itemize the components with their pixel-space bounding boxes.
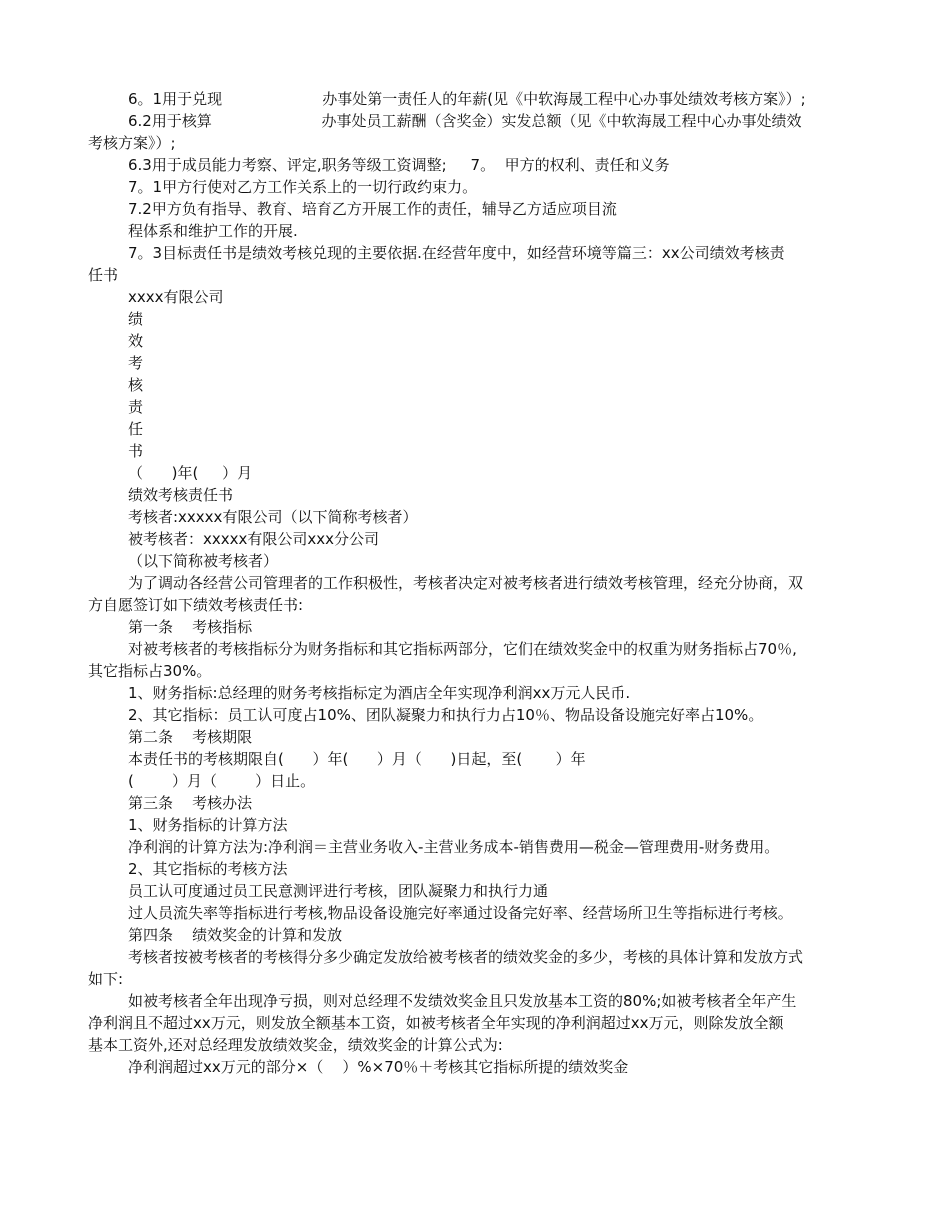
text-line: 为了调动各经营公司管理者的工作积极性，考核者决定对被考核者进行绩效考核管理，经充分协商，双: [128, 574, 804, 592]
section-heading: 第二条 考核期限: [128, 728, 253, 746]
text-line: 7.2甲方负有指导、教育、培育乙方开展工作的责任，辅导乙方适应项目流: [128, 200, 617, 218]
section-heading: 第四条 绩效奖金的计算和发放: [128, 926, 343, 944]
text-line: 6.3用于成员能力考察、评定,职务等级工资调整; 7。 甲方的权利、责任和义务: [128, 156, 670, 174]
text-line: ( ）月（ ）日止。: [128, 772, 316, 790]
text-line: 员工认可度通过员工民意测评进行考核，团队凝聚力和执行力通: [128, 882, 549, 900]
text-line: 程体系和维护工作的开展.: [128, 222, 298, 240]
title-char: 考: [128, 354, 144, 372]
text-line: 基本工资外,还对总经理发放绩效奖金，绩效奖金的计算公式为:: [88, 1036, 503, 1054]
title-char: 绩: [128, 310, 144, 328]
document-body: [88, 88, 868, 1078]
company-name: xxxx有限公司: [128, 288, 224, 306]
date-line: （ )年( ）月: [128, 464, 253, 482]
text-line: 2、其它指标的考核方法: [128, 860, 288, 878]
text-line: 7。3目标责任书是绩效考核兑现的主要依据.在经营年度中，如经营环境等篇三：xx公司绩效考核责: [128, 244, 785, 262]
text-line: （以下简称被考核者）: [128, 552, 279, 570]
text-line: 其它指标占30%。: [88, 662, 212, 680]
text-line: 考核者按被考核者的考核得分多少确定发放给被考核者的绩效奖金的多少，考核的具体计算和发放方式: [128, 948, 804, 966]
assessee-line: 被考核者：xxxxx有限公司xxx分公司: [128, 530, 380, 548]
formula-line: 净利润超过xx万元的部分×（ ）%×70％＋考核其它指标所提的绩效奖金: [128, 1058, 629, 1076]
title-char: 责: [128, 398, 144, 416]
title-char: 书: [128, 442, 144, 460]
text-line: 净利润的计算方法为:净利润＝主营业务收入-主营业务成本-销售费用—税金—管理费用-财务费用。: [128, 838, 780, 856]
text-line: 本责任书的考核期限自( ）年( ）月（ )日起，至( ）年: [128, 750, 586, 768]
title-char: 任: [128, 420, 144, 438]
doc-title: 绩效考核责任书: [128, 486, 234, 504]
assessor-line: 考核者:xxxxx有限公司（以下简称考核者）: [128, 508, 418, 526]
text-line: 如被考核者全年出现净亏损，则对总经理不发绩效奖金且只发放基本工资的80%;如被考核者全年产生: [128, 992, 797, 1010]
text-line: 净利润且不超过xx万元，则发放全额基本工资，如被考核者全年实现的净利润超过xx万元，则除发放全额: [88, 1014, 784, 1032]
text-line: 考核方案》）;: [88, 134, 176, 152]
text-line: 1、财务指标的计算方法: [128, 816, 288, 834]
text-line: 任书: [88, 266, 119, 284]
text-line: 过人员流失率等指标进行考核,物品设备设施完好率通过设备完好率、经营场所卫生等指标进行考核。: [128, 904, 793, 922]
text-line: 如下:: [88, 970, 124, 988]
section-heading: 第三条 考核办法: [128, 794, 253, 812]
text-line: 2、其它指标：员工认可度占10%、团队凝聚力和执行力占10％、物品设备设施完好率占10%。: [128, 706, 764, 724]
title-char: 核: [128, 376, 144, 394]
text-line: 7。1甲方行使对乙方工作关系上的一切行政约束力。: [128, 178, 478, 196]
section-heading: 第一条 考核指标: [128, 618, 253, 636]
text-line: 方自愿签订如下绩效考核责任书:: [88, 596, 304, 614]
title-char: 效: [128, 332, 144, 350]
text-line: 6。1用于兑现 办事处第一责任人的年薪(见《中软海晟工程中心办事处绩效考核方案》）;: [128, 90, 806, 108]
vertical-title: [88, 308, 868, 462]
text-line: 6.2用于核算 办事处员工薪酬（含奖金）实发总额（见《中软海晟工程中心办事处绩效: [128, 112, 802, 130]
text-line: 对被考核者的考核指标分为财务指标和其它指标两部分，它们在绩效奖金中的权重为财务指标占70％,: [128, 640, 797, 658]
text-line: 1、财务指标:总经理的财务考核指标定为酒店全年实现净利润xx万元人民币.: [128, 684, 631, 702]
